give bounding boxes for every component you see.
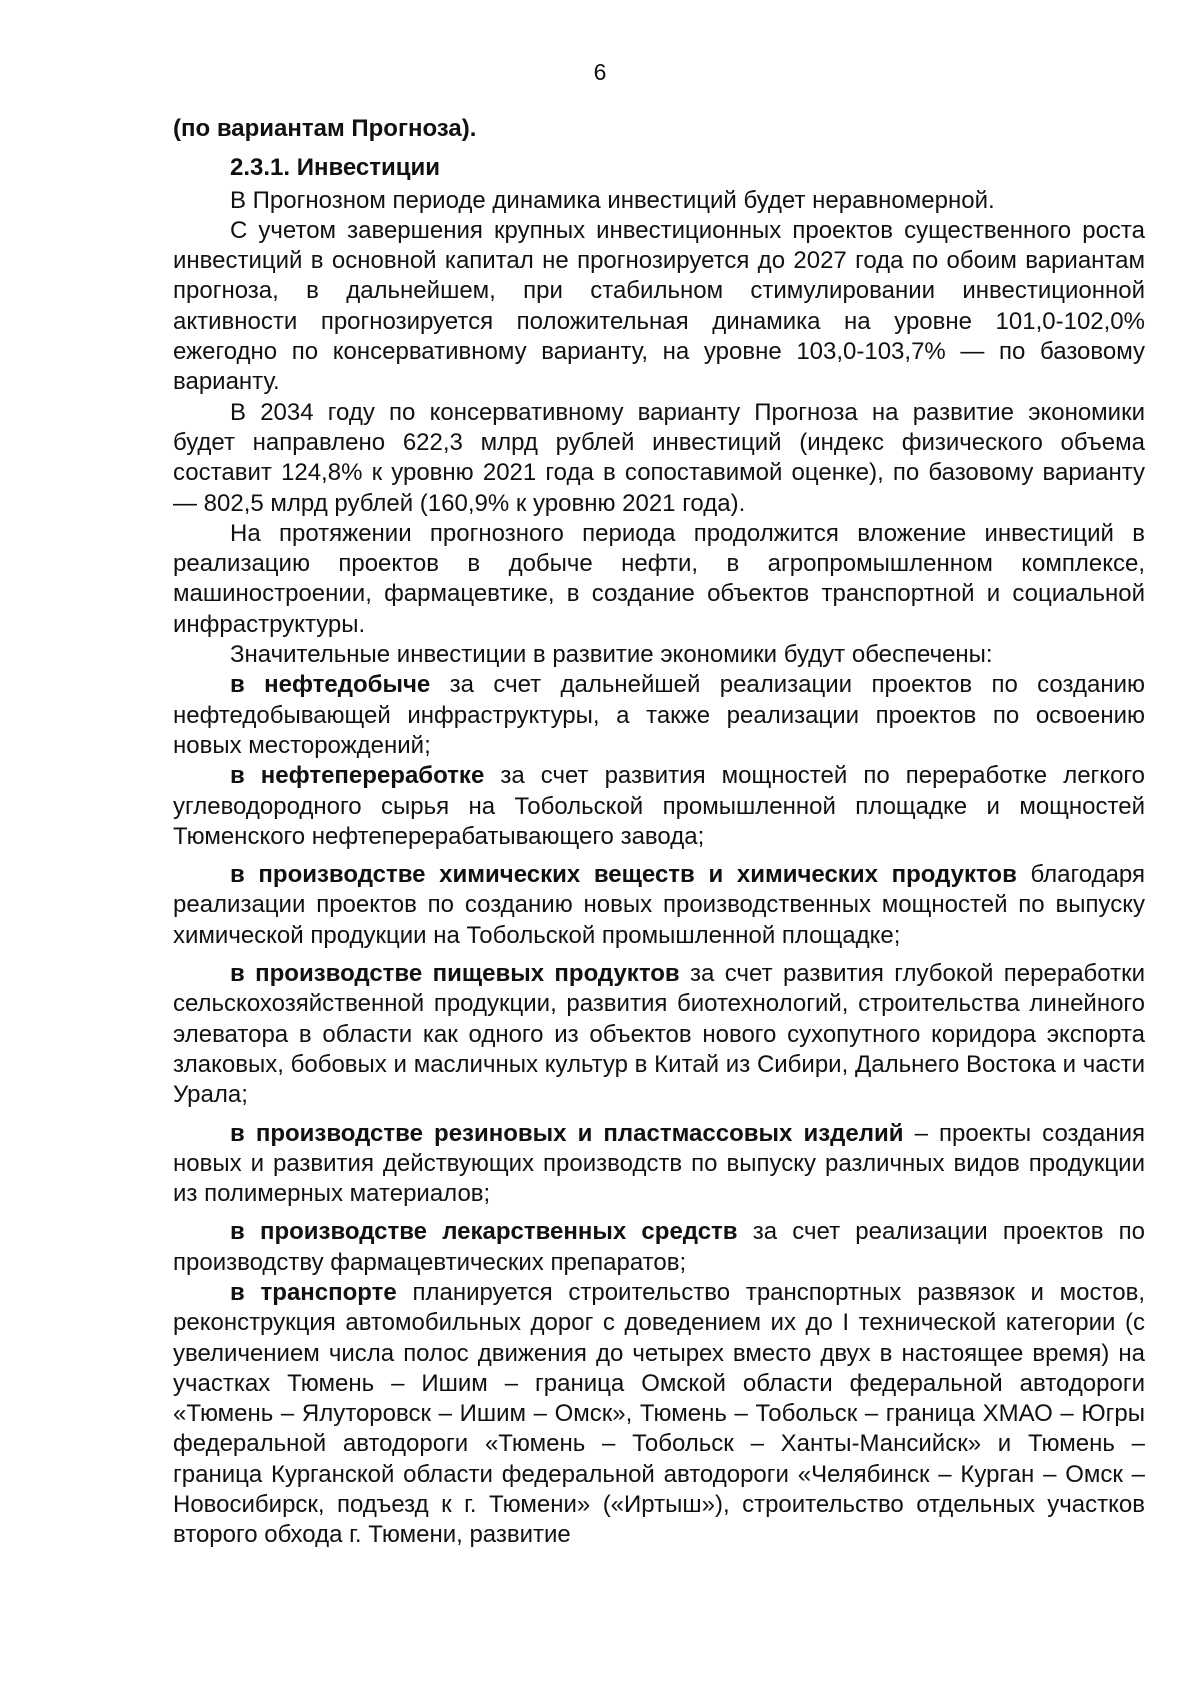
list-item-transport [173, 1278, 1145, 1551]
paragraph-text: В Прогнозном периоде динамика инвестиций будет неравномерной. [230, 186, 995, 214]
document-body [173, 114, 1145, 1551]
list-item-text: за счет развития глубокой переработки сельскохозяйственной продукции, развития биотехнологий, строительства линейного элеватора в области как одного из объектов нового сухопутного коридора экспорта злаковых, бобовых и масличных культур в Китай из Сибири, Дальнего Востока и части Урала; [173, 960, 1146, 1109]
paragraph [173, 640, 1145, 670]
list-item-lead: в нефтедобыче [230, 671, 431, 699]
list-item-lead: в производстве пищевых продуктов [230, 960, 680, 988]
list-item-food [173, 959, 1145, 1110]
page-number: 6 [593, 59, 607, 85]
list-item-pharmaceuticals [173, 1217, 1145, 1278]
paragraph [173, 216, 1145, 398]
list-item-rubber-plastics [173, 1119, 1145, 1210]
list-item-lead: в производстве химических веществ и химических продуктов [230, 861, 1017, 889]
list-item-text: благодаря реализации проектов по созданию новых производственных мощностей по выпуску химической продукции на Тобольской промышленной площадке; [173, 861, 1145, 949]
paragraph-continuation [173, 114, 1145, 144]
paragraph-text: На протяжении прогнозного периода продолжится вложение инвестиций в реализацию проектов в добыче нефти, в агропромышленном комплексе, машиностроении, фармацевтике, в создание объектов транспортной и социальной инфраструктуры. [173, 519, 1145, 638]
paragraph-text: Значительные инвестиции в развитие экономики будут обеспечены: [230, 641, 993, 669]
list-item-lead: в производстве лекарственных средств [230, 1218, 738, 1246]
list-item-lead: в транспорте [230, 1278, 397, 1306]
paragraph-text: В 2034 году по консервативному варианту Прогноза на развитие экономики будет направлено 622,3 млрд рублей инвестиций (индекс физического объема составит 124,8% к уровню 2021 года в сопоставимой оценке), по базовому варианту — 802,5 млрд рублей (160,9% к уровню 2021 года). [173, 398, 1145, 517]
list-item-text: за счет развития мощностей по переработке легкого углеводородного сырья на Тобольской промышленной площадке и мощностей Тюменского нефтеперерабатывающего завода; [173, 762, 1145, 850]
list-item-text: планируется строительство транспортных развязок и мостов, реконструкция автомобильных дорог с доведением их до I технической категории (с увеличением числа полос движения до четырех вместо двух в настоящее время) на участках Тюмень – Ишим – граница Омской области федеральной автодороги «Тюмень – Ялуторовск – Ишим – Омск», Тюмень – Тобольск – граница ХМАО – Югры федеральной автодороги «Тюмень – Тобольск – Ханты-Мансийск» и Тюмень – граница Курганской области федеральной автодороги «Челябинск – Курган – Омск – Новосибирск, подъезд к г. Тюмени» («Иртыш»), строительство отдельных участков второго обхода г. Тюмени, развитие [173, 1278, 1145, 1549]
list-item-lead: в производстве резиновых и пластмассовых изделий [230, 1119, 904, 1147]
paragraph-text: С учетом завершения крупных инвестиционных проектов существенного роста инвестиций в основной капитал не прогнозируется до 2027 года по обоим вариантам прогноза, в дальнейшем, при стабильном стимулировании инвестиционной активности прогнозируется положительная динамика на уровне 101,0-102,0% ежегодно по консервативному варианту, на уровне 103,0-103,7% — по базовому варианту. [173, 216, 1145, 396]
paragraph [173, 519, 1145, 640]
bold-text: (по вариантам Прогноза). [173, 115, 477, 142]
list-item-text: за счет дальнейшей реализации проектов по созданию нефтедобывающей инфраструктуры, а также реализации проектов по освоению новых месторождений; [173, 671, 1145, 759]
section-heading [173, 153, 1145, 183]
list-item-chemicals [173, 860, 1145, 951]
list-item-lead: в нефтепереработке [230, 762, 485, 790]
paragraph [173, 398, 1145, 519]
list-item-oil-extraction [173, 670, 1145, 761]
heading-text: 2.3.1. Инвестиции [230, 154, 441, 182]
list-item-text: за счет реализации проектов по производству фармацевтических препаратов; [173, 1218, 1145, 1276]
list-item-text: – проекты создания новых и развития действующих производств по выпуску различных видов продукции из полимерных материалов; [173, 1119, 1146, 1208]
list-item-oil-refining [173, 761, 1145, 852]
paragraph [173, 186, 1145, 216]
